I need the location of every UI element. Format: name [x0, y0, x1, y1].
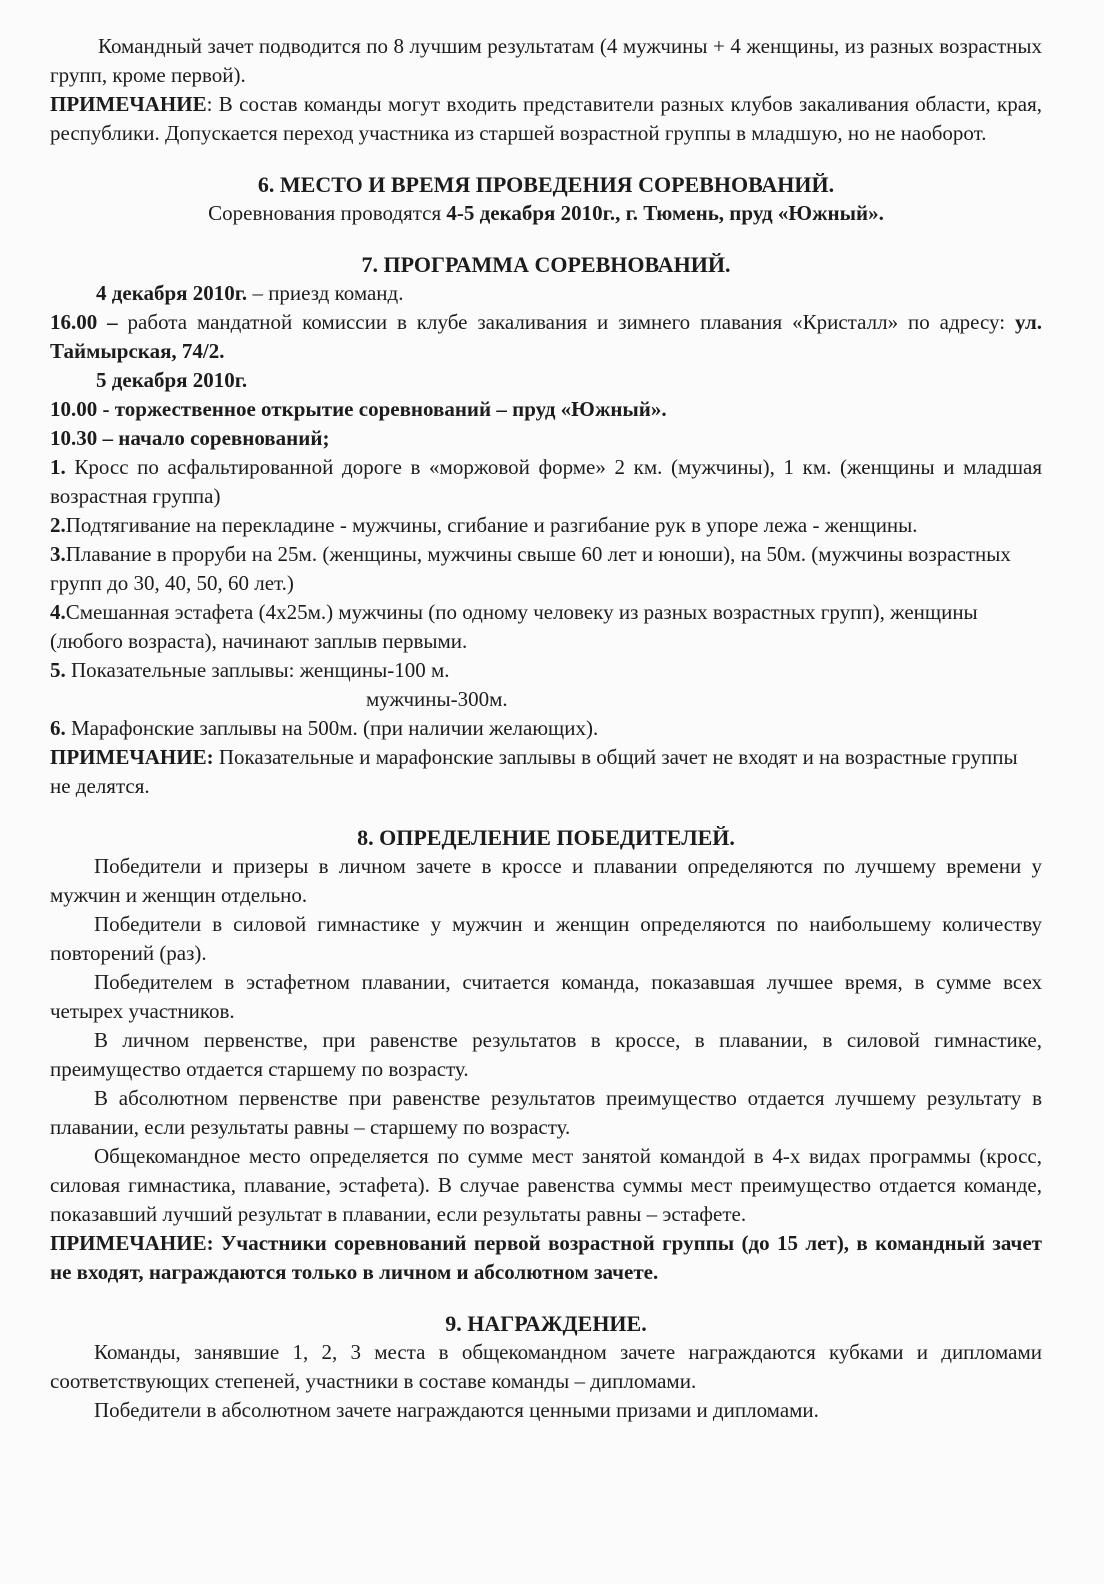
section-8-heading: 8. ОПРЕДЕЛЕНИЕ ПОБЕДИТЕЛЕЙ. — [357, 825, 735, 850]
section-8-paragraph: Общекомандное место определяется по сумме мест занятой командой в 4-х видах программы (кросс, силовая гимнастика, плавание, эстафета). В случае равенства суммы мест преимущество отдается команде, показавший лучший результат в плавании, если результаты равны – эстафете. — [50, 1144, 1042, 1226]
section-7-heading: 7. ПРОГРАММА СОРЕВНОВАНИЙ. — [361, 252, 731, 277]
note-text: : В состав команды могут входить представители разных клубов закаливания области, края, республики. Допускается переход участника из старшей возрастной группы в младшую, но не наоборот. — [50, 92, 1042, 145]
address: ул. Таймырская, 74/2. — [50, 310, 1042, 363]
program-item — [50, 540, 1042, 598]
commission-line — [50, 308, 1042, 366]
item-text: Смешанная эстафета (4х25м.) мужчины (по одному человеку из разных возрастных групп), женщины (любого возраста), начинают заплыв первыми. — [50, 600, 978, 653]
item-text: Марафонские заплывы на 500м. (при наличии желающих). — [65, 716, 599, 740]
day1-text: – приезд команд. — [247, 281, 404, 305]
item-number: 3. — [50, 542, 66, 566]
section-6-heading: 6. МЕСТО И ВРЕМЯ ПРОВЕДЕНИЯ СОРЕВНОВАНИЙ. — [257, 172, 835, 197]
commission-text: работа мандатной комиссии в клубе закаливания и зимнего плавания «Кристалл» по адресу: — [117, 310, 1015, 334]
opening-line: 10.00 - торжественное открытие соревнований – пруд «Южный». — [50, 397, 667, 421]
team-scoring-paragraph: Командный зачет подводится по 8 лучшим результатам (4 мужчины + 4 женщины, из разных возрастных групп, кроме первой). — [50, 34, 1042, 87]
demo-men-line: мужчины-300м. — [366, 687, 508, 711]
venue-intro: Соревнования проводятся — [208, 201, 447, 225]
start-line: 10.30 – начало соревнований; — [50, 426, 330, 450]
item-number: 1. — [50, 455, 66, 479]
program-item — [50, 714, 1042, 743]
section-9-heading: 9. НАГРАЖДЕНИЕ. — [445, 1311, 647, 1336]
item-text: Показательные заплывы: женщины-100 м. — [65, 658, 450, 682]
section-9-paragraph: Команды, занявшие 1, 2, 3 места в общекомандном зачете награждаются кубками и дипломами соответствующих степеней, участники в составе команды – дипломами. — [50, 1340, 1042, 1393]
program-item — [50, 511, 1042, 540]
note-text: Показательные и марафонские заплывы в общий зачет не входят и на возрастные группы не делятся. — [50, 745, 1018, 798]
program-item — [50, 656, 1042, 685]
note-label: ПРИМЕЧАНИЕ: — [50, 745, 214, 769]
intro-note — [50, 90, 1042, 148]
section-6-text — [50, 199, 1042, 228]
section-8-paragraph: Победители и призеры в личном зачете в кроссе и плавании определяются по лучшему времени у мужчин и женщин отдельно. — [50, 854, 1042, 907]
section-8-note: ПРИМЕЧАНИЕ: Участники соревнований первой возрастной группы (до 15 лет), в командный зачет не входят, награждаются только в личном и абсолютном зачете. — [50, 1231, 1042, 1284]
section-8-paragraph: Победители в силовой гимнастике у мужчин и женщин определяются по наибольшему количеству повторений (раз). — [50, 912, 1042, 965]
venue-details: 4-5 декабря 2010г., г. Тюмень, пруд «Южный». — [446, 201, 884, 225]
time-1600: 16.00 – — [50, 310, 118, 334]
section-7-note — [50, 743, 1042, 801]
item-number: 4. — [50, 600, 66, 624]
item-number: 2. — [50, 513, 66, 537]
section-8-paragraph: В абсолютном первенстве при равенстве результатов преимущество отдается лучшему результату в плавании, если результаты равны – старшему по возрасту. — [50, 1086, 1042, 1139]
item-text: Плавание в проруби на 25м. (женщины, мужчины свыше 60 лет и юноши), на 50м. (мужчины возрастных групп до 30, 40, 50, 60 лет.) — [50, 542, 1011, 595]
day2-date: 5 декабря 2010г. — [96, 368, 248, 392]
item-number: 5. — [50, 658, 66, 682]
program-item — [50, 598, 1042, 656]
item-text: Подтягивание на перекладине - мужчины, сгибание и разгибание рук в упоре лежа - женщины. — [65, 513, 918, 537]
program-item — [50, 453, 1042, 511]
day1-date: 4 декабря 2010г. — [96, 281, 248, 305]
day1-line — [50, 279, 1042, 308]
item-text: Кросс по асфальтированной дороге в «моржовой форме» 2 км. (мужчины), 1 км. (женщины и младшая возрастная группа) — [50, 455, 1042, 508]
section-8-paragraph: Победителем в эстафетном плавании, считается команда, показавшая лучшее время, в сумме всех четырех участников. — [50, 970, 1042, 1023]
note-label: ПРИМЕЧАНИЕ — [50, 92, 207, 116]
item-number: 6. — [50, 716, 66, 740]
section-9-paragraph: Победители в абсолютном зачете награждаются ценными призами и дипломами. — [94, 1398, 819, 1422]
section-8-paragraph: В личном первенстве, при равенстве результатов в кроссе, в плавании, в силовой гимнастике, преимущество отдается старшему по возрасту. — [50, 1028, 1042, 1081]
